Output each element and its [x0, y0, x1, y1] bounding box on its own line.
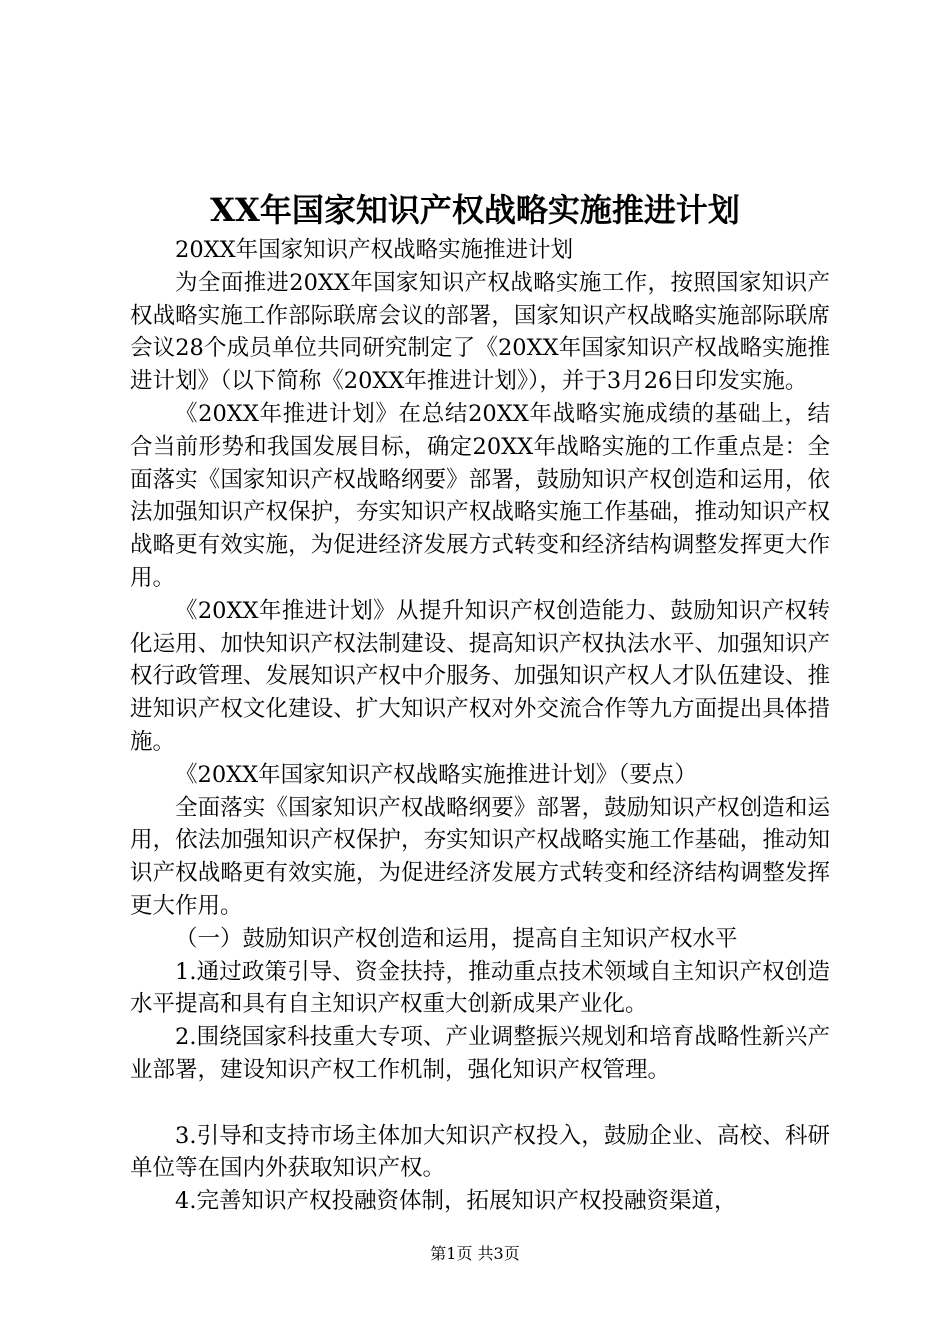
- list-item-3: 3.引导和支持市场主体加大知识产权投入，鼓励企业、高校、科研单位等在国内外获取知识产权。: [130, 1122, 830, 1182]
- document-title: XX年国家知识产权战略实施推进计划: [210, 191, 740, 229]
- page-number: 第1页 共3页: [430, 1244, 520, 1263]
- document-body: [130, 234, 830, 1218]
- paragraph-measures: 《20XX年推进计划》从提升知识产权创造能力、鼓励知识产权转化运用、加快知识产权法制建设、提高知识产权执法水平、加强知识产权行政管理、发展知识产权中介服务、加强知识产权人才队伍建设、推进知识产权文化建设、扩大知识产权对外交流合作等九方面提出具体措施。: [130, 597, 830, 755]
- paragraph-key-points-heading: 《20XX年国家知识产权战略实施推进计划》（要点）: [175, 761, 697, 788]
- list-item-4: 4.完善知识产权投融资体制，拓展知识产权投融资渠道，: [175, 1188, 737, 1215]
- section-heading-one: （一）鼓励知识产权创造和运用，提高自主知识产权水平: [175, 925, 738, 952]
- list-item-2: 2.围绕国家科技重大专项、产业调整振兴规划和培育战略性新兴产业部署，建设知识产权工作机制，强化知识产权管理。: [130, 1024, 830, 1083]
- paragraph-intro: 为全面推进20XX年国家知识产权战略实施工作，按照国家知识产权战略实施工作部际联席会议的部署，国家知识产权战略实施部际联席会议28个成员单位共同研究制定了《20XX年国家知识产权战略实施推进计划》（以下简称《20XX年推进计划》），并于3月26日印发实施。: [130, 269, 830, 395]
- paragraph-subtitle: 20XX年国家知识产权战略实施推进计划: [175, 237, 574, 263]
- paragraph-key-points: 全面落实《国家知识产权战略纲要》部署，鼓励知识产权创造和运用，依法加强知识产权保护，夯实知识产权战略实施工作基础，推动知识产权战略更有效实施，为促进经济发展方式转变和经济结构调整发挥更大作用。: [130, 794, 830, 919]
- paragraph-focus: 《20XX年推进计划》在总结20XX年战略实施成绩的基础上，结合当前形势和我国发展目标，确定20XX年战略实施的工作重点是：全面落实《国家知识产权战略纲要》部署，鼓励知识产权创造和运用，依法加强知识产权保护，夯实知识产权战略实施工作基础，推动知识产权战略更有效实施，为促进经济发展方式转变和经济结构调整发挥更大作用。: [130, 400, 830, 591]
- list-item-1: 1.通过政策引导、资金扶持，推动重点技术领域自主知识产权创造水平提高和具有自主知识产权重大创新成果产业化。: [130, 958, 830, 1018]
